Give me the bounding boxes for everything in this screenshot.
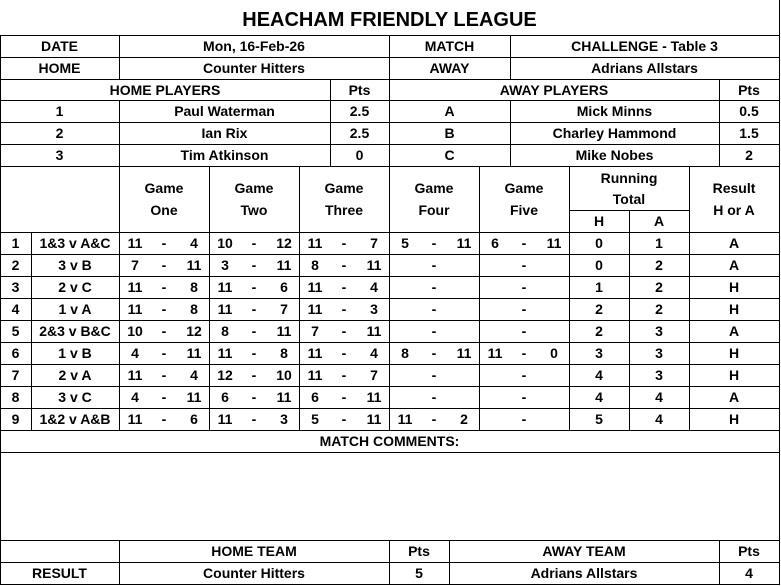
game-score-away: 6: [280, 279, 288, 295]
game-score-home: 11: [217, 279, 233, 295]
game-score-away: 2: [460, 411, 468, 427]
result-header-2: H or A: [713, 202, 755, 218]
game-score-away: 11: [186, 257, 202, 273]
game-score-home: 11: [307, 367, 323, 383]
score-separator: -: [341, 235, 347, 251]
running-total-away: 4: [655, 411, 663, 427]
score-separator: -: [341, 389, 347, 405]
score-separator: -: [251, 301, 257, 317]
score-separator: -: [161, 367, 167, 383]
game-score-away: 11: [186, 345, 202, 361]
game-score-away: 4: [190, 235, 198, 251]
match-number: 7: [11, 367, 20, 383]
running-total-away: 3: [655, 367, 663, 383]
away-player-name: Mike Nobes: [575, 147, 654, 163]
score-separator: -: [161, 323, 167, 339]
running-total-home: 1: [595, 279, 603, 295]
game-score-home: 11: [217, 411, 233, 427]
game-score-home: 11: [307, 235, 323, 251]
match-number: 9: [11, 411, 20, 427]
game-header-4-number: Four: [418, 202, 450, 218]
score-separator: -: [431, 257, 437, 273]
game-score-away: 7: [370, 367, 378, 383]
home-player-pts: 0: [355, 147, 364, 163]
game-score-away: 7: [370, 235, 378, 251]
home-player-name: Ian Rix: [201, 125, 248, 141]
score-separator: -: [251, 279, 257, 295]
score-separator: -: [251, 367, 257, 383]
match-number: 6: [11, 345, 20, 361]
game-score-away: 12: [186, 323, 202, 339]
match-pairing: 1&2 v A&B: [39, 411, 111, 427]
running-total-away: 2: [655, 279, 663, 295]
match-pairing: 3 v C: [58, 389, 92, 405]
score-separator: -: [431, 301, 437, 317]
score-separator: -: [521, 301, 527, 317]
running-total-home: 0: [595, 257, 603, 273]
score-separator: -: [431, 235, 437, 251]
score-separator: -: [251, 345, 257, 361]
away-player-letter: B: [444, 125, 455, 141]
result-home-team-header: HOME TEAM: [211, 543, 297, 559]
game-header-3-number: Three: [324, 202, 364, 218]
running-total-away: 2: [655, 301, 663, 317]
score-separator: -: [251, 257, 257, 273]
running-total-home: 2: [595, 301, 603, 317]
score-separator: -: [341, 411, 347, 427]
home-player-name: Tim Atkinson: [180, 147, 269, 163]
away-label: AWAY: [429, 60, 470, 76]
game-score-away: 3: [280, 411, 288, 427]
result-away-pts-header: Pts: [738, 543, 760, 559]
game-score-home: 7: [131, 257, 139, 273]
game-score-home: 4: [131, 389, 139, 405]
game-header-3: Game: [324, 180, 364, 196]
game-header-1-number: One: [150, 202, 178, 218]
away-player-letter: C: [444, 147, 455, 163]
score-separator: -: [341, 279, 347, 295]
game-header-5-number: Five: [509, 202, 538, 218]
game-score-home: 4: [131, 345, 139, 361]
score-separator: -: [341, 301, 347, 317]
away-players-header: AWAY PLAYERS: [499, 81, 609, 98]
match-number: 4: [11, 301, 20, 317]
game-score-away: 11: [276, 257, 292, 273]
home-players-header: HOME PLAYERS: [109, 81, 221, 98]
score-separator: -: [431, 279, 437, 295]
match-number: 8: [11, 389, 20, 405]
match-result: H: [728, 367, 740, 383]
match-value: CHALLENGE - Table 3: [571, 38, 718, 54]
game-header-2-number: Two: [240, 202, 268, 218]
page-title: HEACHAM FRIENDLY LEAGUE: [242, 8, 537, 31]
game-score-away: 11: [276, 323, 292, 339]
game-header-1: Game: [144, 180, 184, 196]
running-total-away: 3: [655, 345, 663, 361]
score-separator: -: [431, 389, 437, 405]
score-separator: -: [161, 301, 167, 317]
score-separator: -: [521, 411, 527, 427]
date-value: Mon, 16-Feb-26: [203, 38, 305, 54]
game-score-away: 8: [190, 301, 198, 317]
date-label: DATE: [40, 38, 79, 54]
running-total-home: 4: [595, 367, 603, 383]
game-score-away: 7: [280, 301, 288, 317]
away-player-pts: 0.5: [739, 103, 759, 119]
away-pts-header: Pts: [738, 81, 760, 98]
result-home-team: Counter Hitters: [203, 565, 305, 581]
game-score-home: 11: [307, 301, 323, 317]
game-score-away: 8: [280, 345, 288, 361]
game-score-home: 11: [307, 345, 323, 361]
running-total-away: 1: [655, 235, 663, 251]
game-score-away: 3: [370, 301, 378, 317]
game-score-away: 4: [190, 367, 198, 383]
game-score-away: 0: [550, 345, 558, 361]
game-score-away: 8: [190, 279, 198, 295]
game-score-home: 5: [311, 411, 319, 427]
score-separator: -: [521, 345, 527, 361]
score-separator: -: [341, 323, 347, 339]
running-h-header: H: [593, 213, 605, 229]
match-result: H: [728, 345, 740, 361]
score-separator: -: [431, 323, 437, 339]
game-score-home: 10: [127, 323, 143, 339]
home-pts-header: Pts: [348, 81, 371, 98]
result-away-pts: 4: [745, 565, 753, 581]
game-score-home: 11: [397, 411, 413, 427]
score-separator: -: [251, 323, 257, 339]
match-pairing: 3 v B: [58, 257, 92, 273]
match-pairing: 1 v A: [58, 301, 92, 317]
game-score-home: 7: [311, 323, 319, 339]
match-pairing: 1&3 v A&C: [39, 235, 111, 251]
game-score-home: 12: [217, 367, 233, 383]
game-score-home: 5: [401, 235, 409, 251]
game-score-home: 6: [221, 389, 229, 405]
result-home-pts-header: Pts: [408, 543, 430, 559]
game-score-home: 6: [491, 235, 499, 251]
score-separator: -: [521, 257, 527, 273]
game-score-away: 11: [456, 235, 472, 251]
running-total-home: 5: [595, 411, 603, 427]
away-player-name: Charley Hammond: [552, 125, 677, 141]
match-result: H: [728, 411, 740, 427]
score-separator: -: [521, 367, 527, 383]
game-score-home: 6: [311, 389, 319, 405]
score-separator: -: [341, 345, 347, 361]
game-score-home: 3: [221, 257, 229, 273]
game-header-2: Game: [234, 180, 274, 196]
result-away-team-header: AWAY TEAM: [542, 543, 626, 559]
match-label: MATCH: [424, 38, 475, 54]
match-number: 1: [11, 235, 20, 251]
game-score-home: 11: [127, 235, 143, 251]
result-away-team: Adrians Allstars: [530, 565, 638, 581]
match-result: A: [728, 389, 740, 405]
match-number: 3: [11, 279, 20, 295]
running-total-header: Running: [600, 169, 658, 186]
result-home-pts: 5: [415, 565, 423, 581]
game-score-home: 11: [127, 367, 143, 383]
home-player-pts: 2.5: [349, 125, 370, 141]
score-separator: -: [251, 389, 257, 405]
away-player-name: Mick Minns: [576, 103, 653, 119]
home-player-number: 3: [55, 147, 64, 163]
home-player-name: Paul Waterman: [174, 103, 275, 119]
game-score-away: 11: [456, 345, 472, 361]
away-player-pts: 2: [745, 147, 753, 163]
score-separator: -: [341, 257, 347, 273]
result-label: RESULT: [32, 565, 87, 581]
score-separator: -: [161, 235, 167, 251]
home-player-number: 2: [55, 125, 64, 141]
match-result: H: [728, 279, 740, 295]
running-total-home: 4: [595, 389, 603, 405]
match-pairing: 1 v B: [58, 345, 92, 361]
score-separator: -: [431, 345, 437, 361]
game-score-home: 11: [487, 345, 503, 361]
game-score-home: 11: [217, 345, 233, 361]
score-separator: -: [161, 389, 167, 405]
game-score-home: 11: [127, 279, 143, 295]
running-total-home: 3: [595, 345, 603, 361]
match-pairing: 2 v A: [58, 367, 92, 383]
score-separator: -: [521, 323, 527, 339]
running-total-home: 2: [595, 323, 603, 339]
game-score-home: 10: [217, 235, 233, 251]
running-total-away: 2: [655, 257, 663, 273]
home-player-number: 1: [55, 103, 64, 119]
game-score-away: 11: [186, 389, 202, 405]
game-score-away: 11: [366, 257, 382, 273]
game-score-away: 4: [370, 279, 378, 295]
match-result: A: [728, 323, 740, 339]
game-header-5: Game: [504, 180, 544, 196]
game-score-away: 4: [370, 345, 378, 361]
game-score-away: 12: [276, 235, 292, 251]
match-result: H: [728, 301, 740, 317]
away-player-pts: 1.5: [739, 125, 759, 141]
game-score-away: 10: [276, 367, 292, 383]
running-total-home: 0: [595, 235, 603, 251]
game-score-home: 8: [401, 345, 409, 361]
grid-line: [0, 584, 780, 585]
away-player-letter: A: [444, 103, 455, 119]
score-separator: -: [521, 235, 527, 251]
score-separator: -: [521, 389, 527, 405]
score-separator: -: [251, 411, 257, 427]
home-label: HOME: [38, 60, 81, 76]
game-score-away: 6: [190, 411, 198, 427]
grid-line: [779, 0, 780, 585]
running-a-header: A: [653, 213, 665, 229]
match-result: A: [728, 257, 740, 273]
score-separator: -: [431, 411, 437, 427]
game-score-away: 11: [366, 389, 382, 405]
away-team-value: Adrians Allstars: [591, 60, 698, 76]
score-separator: -: [251, 235, 257, 251]
home-team-value: Counter Hitters: [203, 60, 305, 76]
score-separator: -: [341, 367, 347, 383]
match-pairing: 2&3 v B&C: [39, 323, 111, 339]
match-pairing: 2 v C: [58, 279, 92, 295]
match-comments-label: MATCH COMMENTS:: [319, 433, 460, 449]
home-player-pts: 2.5: [349, 103, 370, 119]
score-separator: -: [521, 279, 527, 295]
grid-line: [0, 452, 780, 453]
game-header-4: Game: [414, 180, 454, 196]
game-score-home: 11: [127, 301, 143, 317]
match-result: A: [728, 235, 740, 251]
game-score-home: 8: [221, 323, 229, 339]
running-total-header-2: Total: [612, 191, 646, 207]
game-score-home: 11: [127, 411, 143, 427]
game-score-home: 11: [307, 279, 323, 295]
game-score-away: 11: [366, 411, 382, 427]
score-separator: -: [161, 279, 167, 295]
score-separator: -: [161, 345, 167, 361]
game-score-away: 11: [546, 235, 562, 251]
match-number: 2: [11, 257, 20, 273]
game-score-home: 8: [311, 257, 319, 273]
running-total-away: 3: [655, 323, 663, 339]
running-total-away: 4: [655, 389, 663, 405]
game-score-home: 11: [217, 301, 233, 317]
result-header: Result: [712, 180, 756, 196]
match-number: 5: [11, 323, 20, 339]
game-score-away: 11: [276, 389, 292, 405]
score-separator: -: [431, 367, 437, 383]
score-separator: -: [161, 257, 167, 273]
game-score-away: 11: [366, 323, 382, 339]
score-separator: -: [161, 411, 167, 427]
